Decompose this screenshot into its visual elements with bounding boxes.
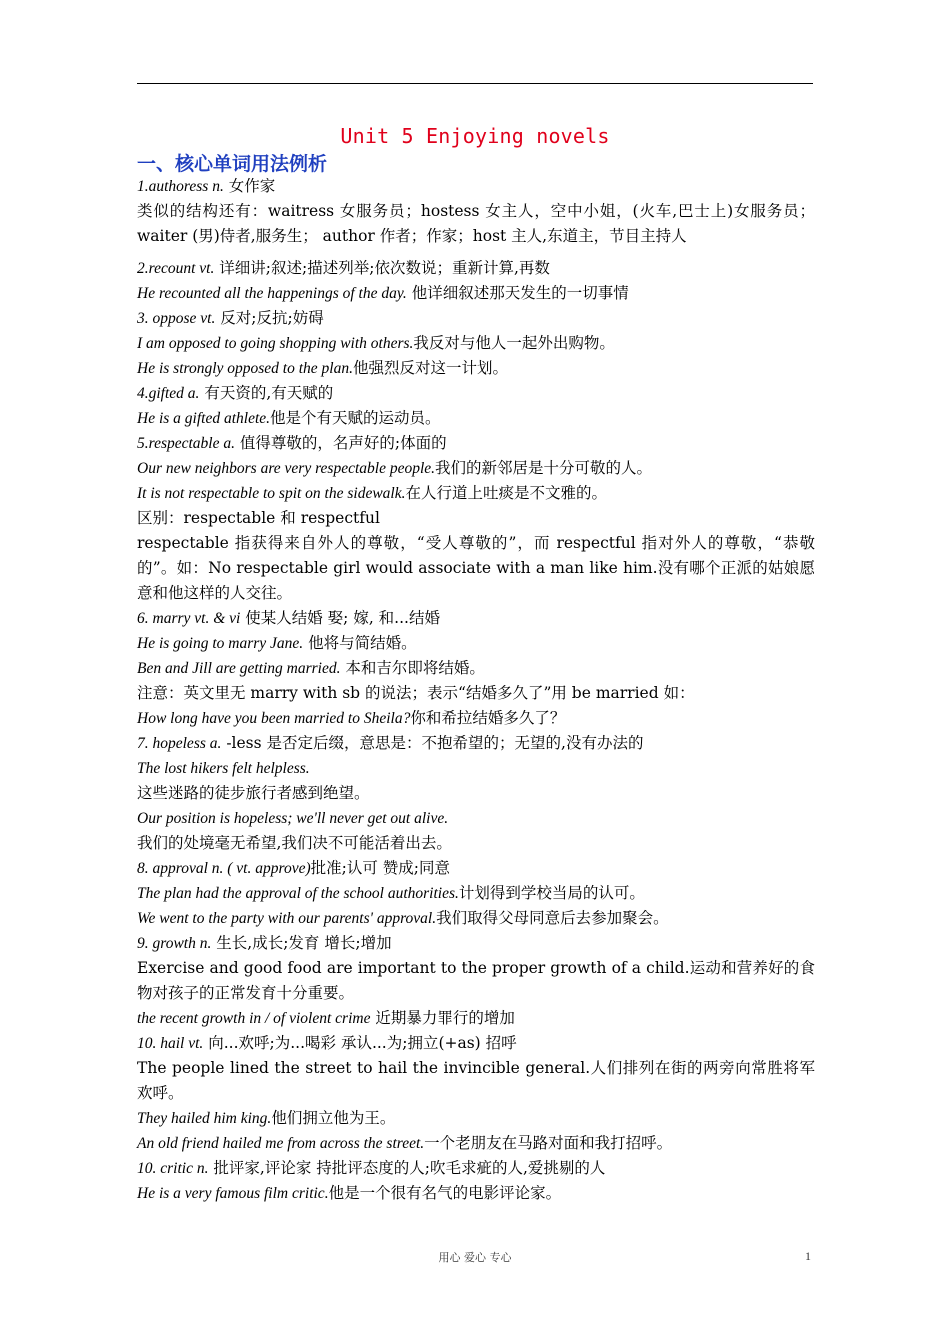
- page-number: 1: [805, 1249, 811, 1263]
- english-text: How long have you been married to Sheila?: [137, 710, 411, 727]
- headword: 9. growth n.: [137, 935, 212, 952]
- example-sentence: [137, 1006, 815, 1031]
- definition: 值得尊敬的，名声好的;体面的: [235, 434, 447, 452]
- example-sentence: [137, 1106, 815, 1131]
- example-sentence: [137, 406, 815, 431]
- english-text: The plan had the approval of the school authorities.: [137, 885, 459, 902]
- paragraph: 区别：respectable 和 respectful: [137, 509, 380, 527]
- headword: 2.recount vt.: [137, 260, 215, 277]
- chinese-translation: 我们的处境毫无希望,我们决不可能活着出去。: [137, 834, 452, 852]
- headword: 10. hail vt.: [137, 1035, 204, 1052]
- example-sentence: [137, 756, 815, 781]
- english-text: Our new neighbors are very respectable people.: [137, 460, 436, 477]
- document-title: Unit 5 Enjoying novels: [340, 124, 610, 148]
- english-text: We went to the party with our parents' approval.: [137, 910, 437, 927]
- chinese-translation: 他是个有天赋的运动员。: [270, 409, 441, 427]
- definition: 反对;反抗;妨碍: [215, 309, 324, 327]
- example-sentence: [137, 456, 815, 481]
- headword: 8. approval n. ( vt. approve): [137, 860, 311, 877]
- paragraph: The people lined the street to hail the invincible general.人们排列在街的两旁向常胜将军欢呼。: [137, 1059, 815, 1102]
- chinese-translation: 他详细叙述那天发生的一切事情: [406, 284, 629, 302]
- example-sentence: [137, 1181, 815, 1206]
- english-text: Ben and Jill are getting married.: [137, 660, 341, 677]
- chinese-translation: 我们的新邻居是十分可敬的人。: [435, 459, 653, 477]
- headword: 6. marry vt. & vi: [137, 610, 241, 627]
- definition: 女作家: [223, 177, 276, 195]
- word-entry: [137, 306, 815, 331]
- english-text: He recounted all the happenings of the day.: [137, 285, 407, 302]
- headword: 3. oppose vt.: [137, 310, 216, 327]
- example-sentence: [137, 831, 815, 856]
- word-entry: [137, 256, 815, 281]
- example-sentence: [137, 1131, 815, 1156]
- english-text: the recent growth in / of violent crime: [137, 1010, 371, 1027]
- english-text: Our position is hopeless; we'll never get out alive.: [137, 810, 449, 827]
- english-text: He is strongly opposed to the plan.: [137, 360, 353, 377]
- chinese-translation: 这些迷路的徒步旅行者感到绝望。: [137, 784, 370, 802]
- english-text: I am opposed to going shopping with others.: [137, 335, 414, 352]
- definition: 有天资的,有天赋的: [199, 384, 334, 402]
- english-text: It is not respectable to spit on the sidewalk.: [137, 485, 406, 502]
- example-sentence: [137, 281, 815, 306]
- headword: 1.authoress n.: [137, 178, 224, 195]
- definition: -less 是否定后缀，意思是：不抱希望的；无望的,没有办法的: [221, 734, 644, 752]
- word-entry: [137, 931, 815, 956]
- headword: 5.respectable a.: [137, 435, 235, 452]
- english-text: The lost hikers felt helpless.: [137, 760, 310, 777]
- example-sentence: [137, 706, 815, 731]
- word-entry: [137, 856, 815, 881]
- page-footer: 用心 爱心 专心: [438, 1251, 512, 1264]
- vocabulary-content: [137, 174, 815, 1206]
- headword: 4.gifted a.: [137, 385, 200, 402]
- chinese-translation: 在人行道上吐痰是不文雅的。: [405, 484, 608, 502]
- english-text: He is going to marry Jane.: [137, 635, 304, 652]
- example-sentence: [137, 356, 815, 381]
- example-sentence: [137, 806, 815, 831]
- definition: 批评家,评论家 持批评态度的人;吹毛求疵的人,爱挑剔的人: [208, 1159, 606, 1177]
- section-heading: 一、核心单词用法例析: [137, 153, 328, 175]
- paragraph: respectable 指获得来自外人的尊敬，“受人尊敬的”，而 respectful 指对外人的尊敬，“恭敬的”。如：No respectable girl would associate with a man like him.没有哪个正派的姑娘愿意和他这样的人交往。: [137, 534, 815, 602]
- example-sentence: [137, 781, 815, 806]
- example-sentence: [137, 656, 815, 681]
- definition: 向...欢呼;为...喝彩 承认...为;拥立(+as) 招呼: [203, 1034, 517, 1052]
- example-sentence: [137, 631, 815, 656]
- english-text: He is a very famous film critic.: [137, 1185, 329, 1202]
- word-entry: [137, 731, 815, 756]
- chinese-translation: 近期暴力罪行的增加: [370, 1009, 515, 1027]
- chinese-translation: 他们拥立他为王。: [271, 1109, 396, 1127]
- word-entry: [137, 381, 815, 406]
- chinese-translation: 计划得到学校当局的认可。: [458, 884, 645, 902]
- word-entry: [137, 606, 815, 631]
- chinese-translation: 他是一个很有名气的电影评论家。: [328, 1184, 562, 1202]
- chinese-translation: 他强烈反对这一计划。: [352, 359, 508, 377]
- english-text: An old friend hailed me from across the street.: [137, 1135, 425, 1152]
- word-entry: [137, 1156, 815, 1181]
- example-sentence: [137, 906, 815, 931]
- word-entry: [137, 431, 815, 456]
- chinese-translation: 一个老朋友在马路对面和我打招呼。: [424, 1134, 673, 1152]
- definition: 生长,成长;发育 增长;增加: [211, 934, 392, 952]
- paragraph: Exercise and good food are important to the proper growth of a child.运动和营养好的食物对孩子的正常发育十分重要。: [137, 959, 815, 1002]
- english-text: He is a gifted athlete.: [137, 410, 271, 427]
- chinese-translation: 他将与简结婚。: [303, 634, 417, 652]
- definition: 详细讲;叙述;描述列举;依次数说；重新计算,再数: [214, 259, 550, 277]
- word-entry: [137, 174, 815, 199]
- paragraph: 类似的结构还有：waitress 女服务员；hostess 女主人，空中小姐，(火车,巴士上)女服务员； waiter (男)侍者,服务生； author 作者；作家；host 主人,东道主，节目主持人: [137, 202, 815, 245]
- header-rule: [137, 83, 813, 84]
- chinese-translation: 本和吉尔即将结婚。: [340, 659, 485, 677]
- example-sentence: [137, 881, 815, 906]
- definition: 批准;认可 赞成;同意: [310, 859, 450, 877]
- example-sentence: [137, 331, 815, 356]
- definition: 使某人结婚 娶; 嫁, 和...结婚: [240, 609, 440, 627]
- chinese-translation: 我反对与他人一起外出购物。: [413, 334, 615, 352]
- example-sentence: [137, 481, 815, 506]
- english-text: They hailed him king.: [137, 1110, 272, 1127]
- headword: 7. hopeless a.: [137, 735, 222, 752]
- headword: 10. critic n.: [137, 1160, 209, 1177]
- word-entry: [137, 1031, 815, 1056]
- chinese-translation: 你和希拉结婚多久了？: [410, 709, 566, 727]
- chinese-translation: 我们取得父母同意后去参加聚会。: [436, 909, 669, 927]
- paragraph: 注意：英文里无 marry with sb 的说法；表示“结婚多久了”用 be married 如：: [137, 684, 695, 702]
